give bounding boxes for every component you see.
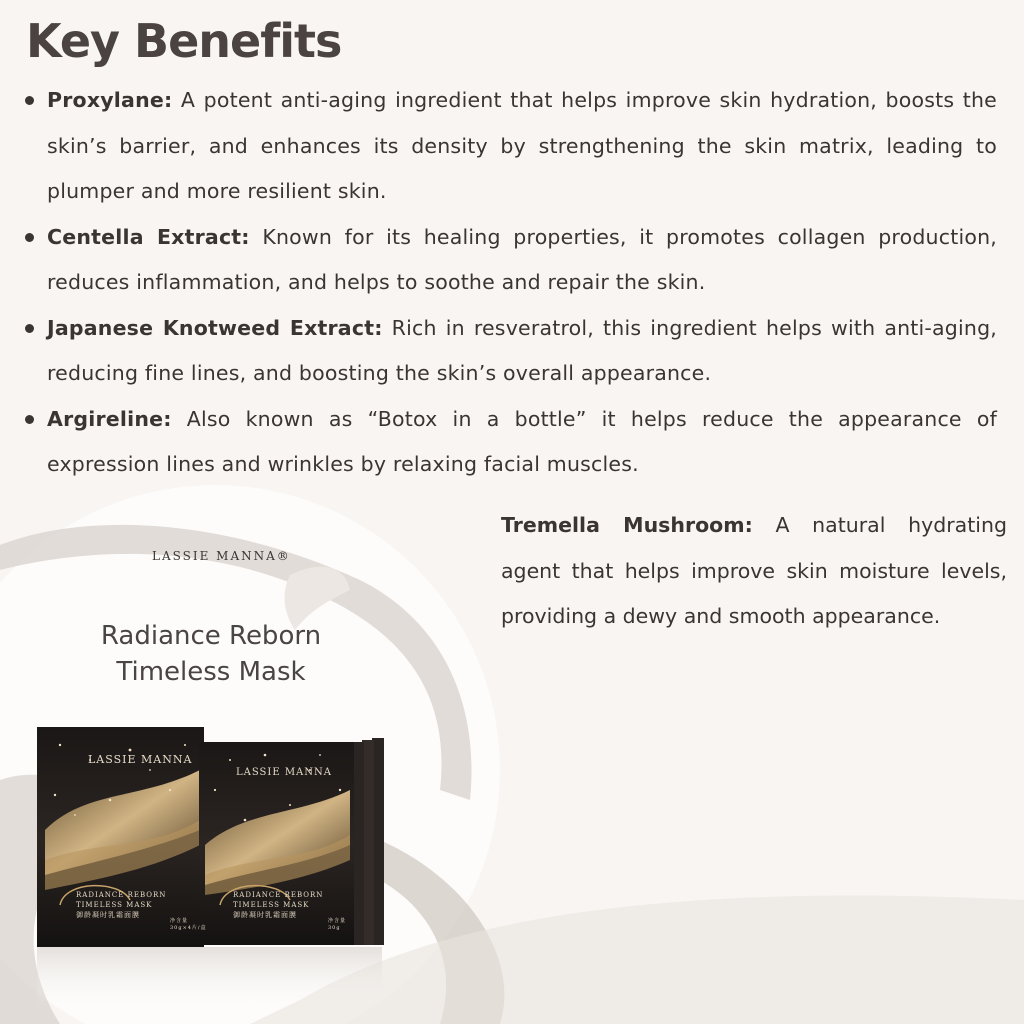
benefit-description: A natural hydrating agent that helps improve skin moisture levels, providing a dewy and smooth appearance. (501, 513, 1007, 628)
benefit-description: Also known as “Botox in a bottle” it helps reduce the appearance of expression lines and wrinkles by relaxing facial muscles. (47, 406, 997, 476)
page-title: Key Benefits (26, 14, 342, 68)
product-title-line2: Timeless Mask (116, 657, 306, 687)
net-label: 净含量 (328, 918, 347, 924)
net-label: 净含量 (170, 918, 189, 924)
box-brand-large: LASSIE MANNA (88, 753, 193, 766)
net-value: 30g (328, 925, 341, 931)
box-reflection (37, 947, 382, 1007)
box-product-name-large (76, 890, 166, 920)
sachet-name-chinese: 御龄凝时乳霜面膜 (233, 911, 297, 919)
box-net-content (170, 918, 207, 932)
benefit-description: Known for its healing properties, it promotes collagen production, reduces inflammation, and helps to soothe and repair the skin. (47, 224, 997, 294)
benefit-name: Proxylane: (47, 88, 173, 112)
benefit-description: A potent anti-aging ingredient that helps improve skin hydration, boosts the skin’s barrier, and enhances its density by strengthening the skin matrix, leading to plumper and more resilient skin. (47, 88, 997, 203)
benefit-name: Tremella Mushroom: (501, 513, 753, 537)
sachet-net-content (328, 918, 346, 932)
product-title-line1: Radiance Reborn (100, 621, 322, 651)
box-brand-sachet: LASSIE MANNA (236, 767, 332, 778)
box-name-line2: TIMELESS MASK (76, 901, 153, 909)
box-product-name-sachet (233, 890, 323, 920)
box-name-chinese: 御龄凝时乳霜面膜 (76, 911, 140, 919)
brand-logo: LASSIE MANNA® (152, 549, 291, 563)
sachet-name-line2: TIMELESS MASK (233, 901, 310, 909)
benefit-name: Argireline: (47, 406, 172, 431)
benefit-name: Centella Extract: (47, 224, 250, 249)
net-value: 30g×4片/盒 (170, 925, 207, 931)
sachet-name-line1: RADIANCE REBORN (233, 891, 324, 899)
benefit-name: Japanese Knotweed Extract: (47, 315, 383, 340)
benefit-description: Rich in resveratrol, this ingredient helps with anti-aging, reducing fine lines, and boosting the skin’s overall appearance. (47, 315, 998, 385)
box-name-line1: RADIANCE REBORN (76, 891, 167, 899)
